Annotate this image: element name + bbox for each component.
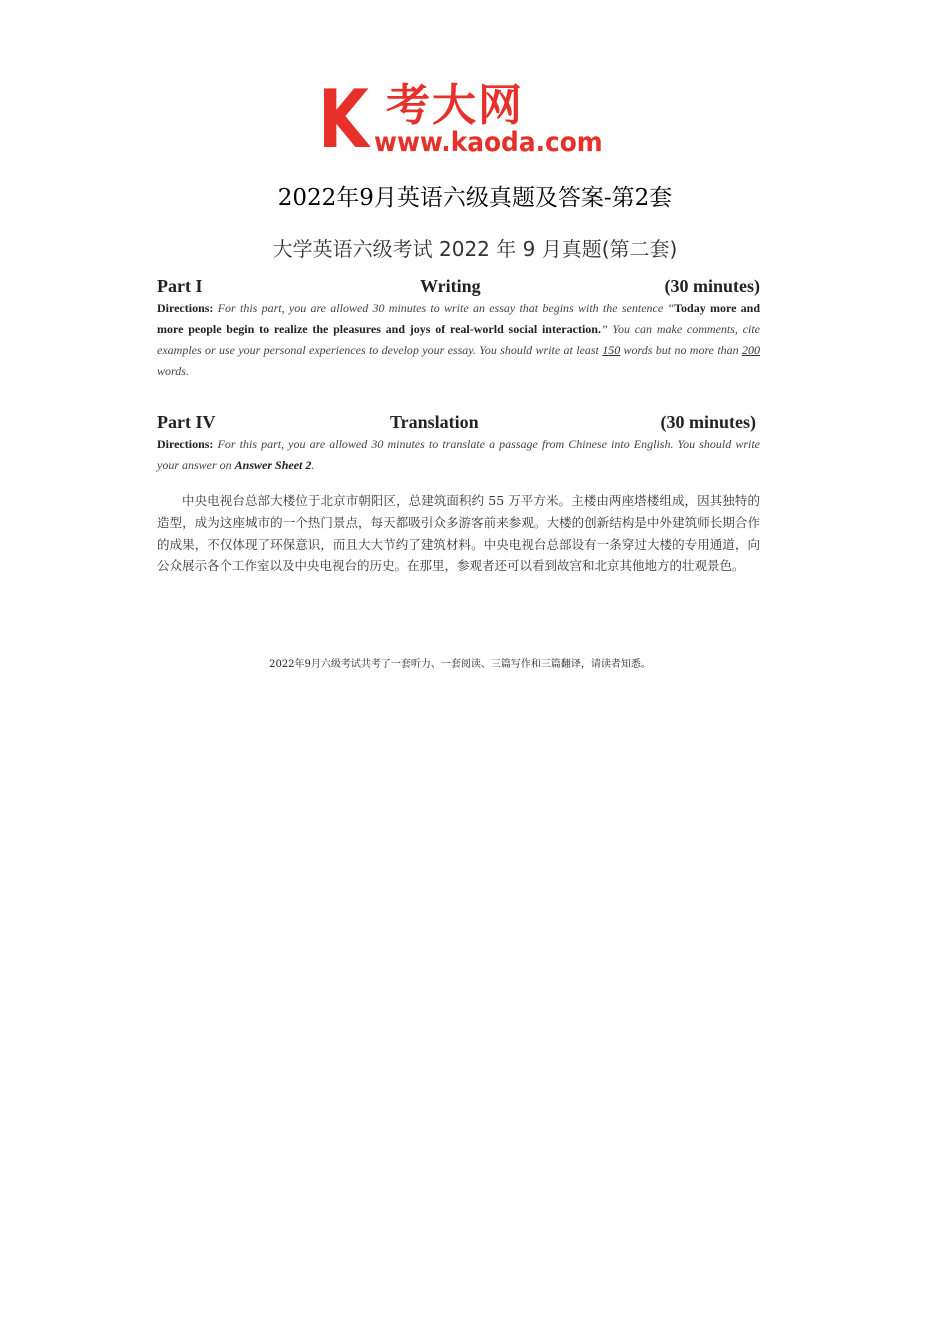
- directions-label: Directions:: [157, 437, 214, 451]
- translation-passage: 中央电视台总部大楼位于北京市朝阳区，总建筑面积约 55 万平方米。主楼由两座塔楼组成，因其独特的造型，成为这座城市的一个热门景点，每天都吸引众多游客前来参观。大楼的创新结构是中外建筑师长期合作的成果，不仅体现了环保意识，而且大大节约了建筑材料。中央电视台总部设有一条穿过大楼的专用通道，向公众展示各个工作室以及中央电视台的历史。在那里，参观者还可以看到故宫和北京其他地方的壮观景色。: [157, 493, 760, 574]
- exam-title: 大学英语六级考试 2022 年 9 月真题(第二套): [272, 237, 678, 261]
- directions-text: For this part, you are allowed 30 minutes to write an essay that begins with the sentence “: [217, 301, 675, 315]
- part4-header: [157, 412, 760, 436]
- part1-number: Part I: [157, 276, 203, 296]
- logo-url: www.kaoda.com: [374, 127, 603, 158]
- part4-number: Part IV: [157, 412, 216, 432]
- part1-name: Writing: [420, 276, 481, 296]
- part1-directions: [157, 298, 760, 382]
- min-words: 150: [602, 343, 621, 357]
- part1-time: (30 minutes): [664, 276, 760, 296]
- directions-text: For this part, you are allowed 30 minutes to translate a passage from Chinese into English. You should write your answer on: [157, 437, 761, 472]
- answer-sheet-ref: Answer Sheet 2: [234, 458, 312, 472]
- part4-directions: [157, 434, 760, 476]
- document-title: 2022年9月英语六级真题及答案-第2套: [277, 185, 673, 211]
- directions-text: words.: [157, 364, 189, 378]
- part1-header: [157, 276, 760, 300]
- kaoda-logo: [318, 73, 638, 166]
- max-words: 200: [742, 343, 760, 357]
- directions-text: ” You can make comments, cite examples or use your personal experiences to develop your essay. You should write at least: [157, 322, 760, 357]
- directions-label: Directions:: [157, 301, 214, 315]
- logo-brand-name: 考大网: [386, 80, 524, 131]
- directions-text: words but no more than: [620, 343, 742, 357]
- directions-text: .: [311, 458, 315, 472]
- part4-name: Translation: [390, 412, 479, 432]
- essay-opening-sentence: Today more and more people begin to realize the pleasures and joys of real-world social interaction.: [157, 301, 761, 336]
- part4-time: (30 minutes): [660, 412, 756, 432]
- logo-k-mark: K: [318, 73, 369, 166]
- footer-note: 2022年9月六级考试共考了一套听力、一套阅读、三篇写作和三篇翻译，请读者知悉。: [269, 659, 651, 670]
